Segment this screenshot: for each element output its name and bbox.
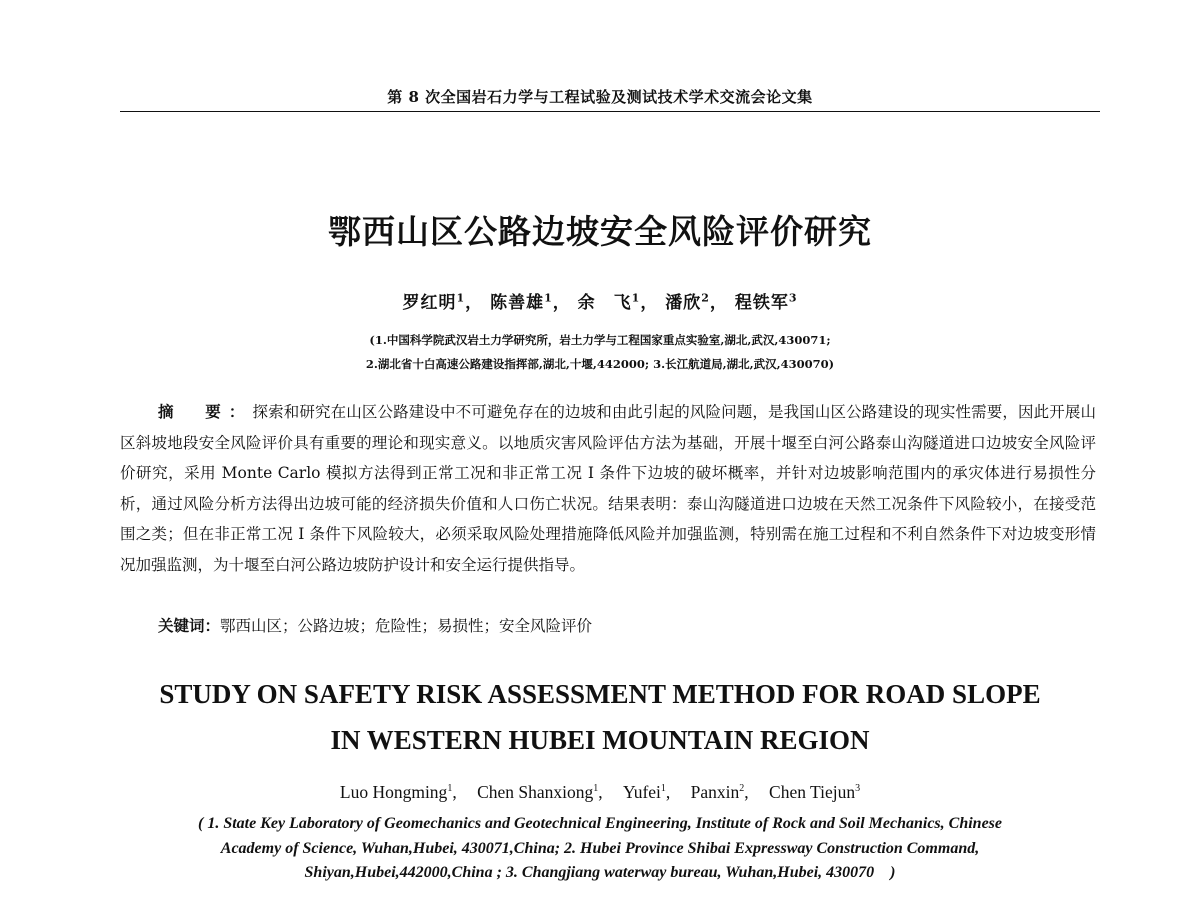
en-author: Chen Shanxiong$^1$, xyxy=(477,782,603,802)
cn-affiliation-line: (1.中国科学院武汉岩土力学研究所，岩土力学与工程国家重点实验室,湖北,武汉,430071; xyxy=(369,333,831,347)
en-author: Luo Hongming$^1$, xyxy=(339,782,457,802)
en-author-list xyxy=(0,782,1200,803)
cn-author-list xyxy=(0,288,1200,313)
cn-author-separator: ， xyxy=(709,293,728,313)
cn-author: 罗红明$^1$ xyxy=(402,291,466,313)
keywords-label: 关键词： xyxy=(158,616,221,635)
en-author: Chen Tiejun$^3$ xyxy=(769,782,861,802)
en-title xyxy=(0,671,1200,763)
en-author: Panxin$^2$, xyxy=(690,782,749,802)
running-header: 第 8 次全国岩石力学与工程试验及测试技术学术交流会论文集 xyxy=(387,88,813,106)
cn-author: 余 飞$^1$ xyxy=(577,291,641,313)
en-title-line: IN WESTERN HUBEI MOUNTAIN REGION xyxy=(330,725,870,755)
en-author: Yufei$^1$, xyxy=(623,782,671,802)
en-affiliations xyxy=(0,812,1200,886)
cn-author-separator: ， xyxy=(552,293,571,313)
cn-author-separator: ， xyxy=(640,293,659,313)
en-affiliation-line: Academy of Science, Wuhan,Hubei, 430071,China; 2. Hubei Province Shibai Expressway Construction Command, xyxy=(220,839,980,857)
cn-title: 鄂西山区公路边坡安全风险评价研究 xyxy=(328,212,872,251)
cn-abstract xyxy=(120,397,1096,581)
en-affiliation-line: Shiyan,Hubei,442000,China ; 3. Changjiang waterway bureau, Wuhan,Hubei, 430070 ) xyxy=(304,864,896,881)
cn-affiliation-line: 2.湖北省十白高速公路建设指挥部,湖北,十堰,442000; 3.长江航道局,湖北,武汉,430070) xyxy=(365,357,835,371)
cn-author: 潘欣$^2$ xyxy=(665,291,710,313)
cn-author: 陈善雄$^1$ xyxy=(490,291,553,313)
header-rule xyxy=(120,111,1100,112)
en-title-line: STUDY ON SAFETY RISK ASSESSMENT METHOD FOR ROAD SLOPE xyxy=(159,679,1041,709)
abstract-label: 摘 要： xyxy=(158,402,253,421)
keywords-text: 鄂西山区；公路边坡；危险性；易损性；安全风险评价 xyxy=(220,617,593,635)
cn-author-separator: ， xyxy=(465,293,484,313)
cn-affiliations xyxy=(0,328,1200,376)
abstract-text: 探索和研究在山区公路建设中不可避免存在的边坡和由此引起的风险问题，是我国山区公路建设的现实性需要，因此开展山区斜坡地段安全风险评价具有重要的理论和现实意义。以地质灾害风险评估方法为基础，开展十堰至白河公路泰山沟隧道进口边坡安全风险评价研究，采用 Monte Carlo 模拟方法得到正常工况和非正常工况 I 条件下边坡的破坏概率，并针对边坡影响范围内的承灾体进行易损性分析，通过风险分析方法得出边坡可能的经济损失价值和人口伤亡状况。结果表明：泰山沟隧道进口边坡在天然工况条件下风险较小，在接受范围之类；但在非正常工况 I 条件下风险较大，必须采取风险处理措施降低风险并加强监测，特别需在施工过程和不利自然条件下对边坡变形情况加强监测，为十堰至白河公路边坡防护设计和安全运行提供指导。 xyxy=(120,403,1096,574)
cn-author: 程铁军$^3$ xyxy=(734,291,798,313)
en-affiliation-line: ( 1. State Key Laboratory of Geomechanics and Geotechnical Engineering, Institute of Rock and Soil Mechanics, Chinese xyxy=(197,815,1002,832)
cn-keywords xyxy=(158,614,592,636)
